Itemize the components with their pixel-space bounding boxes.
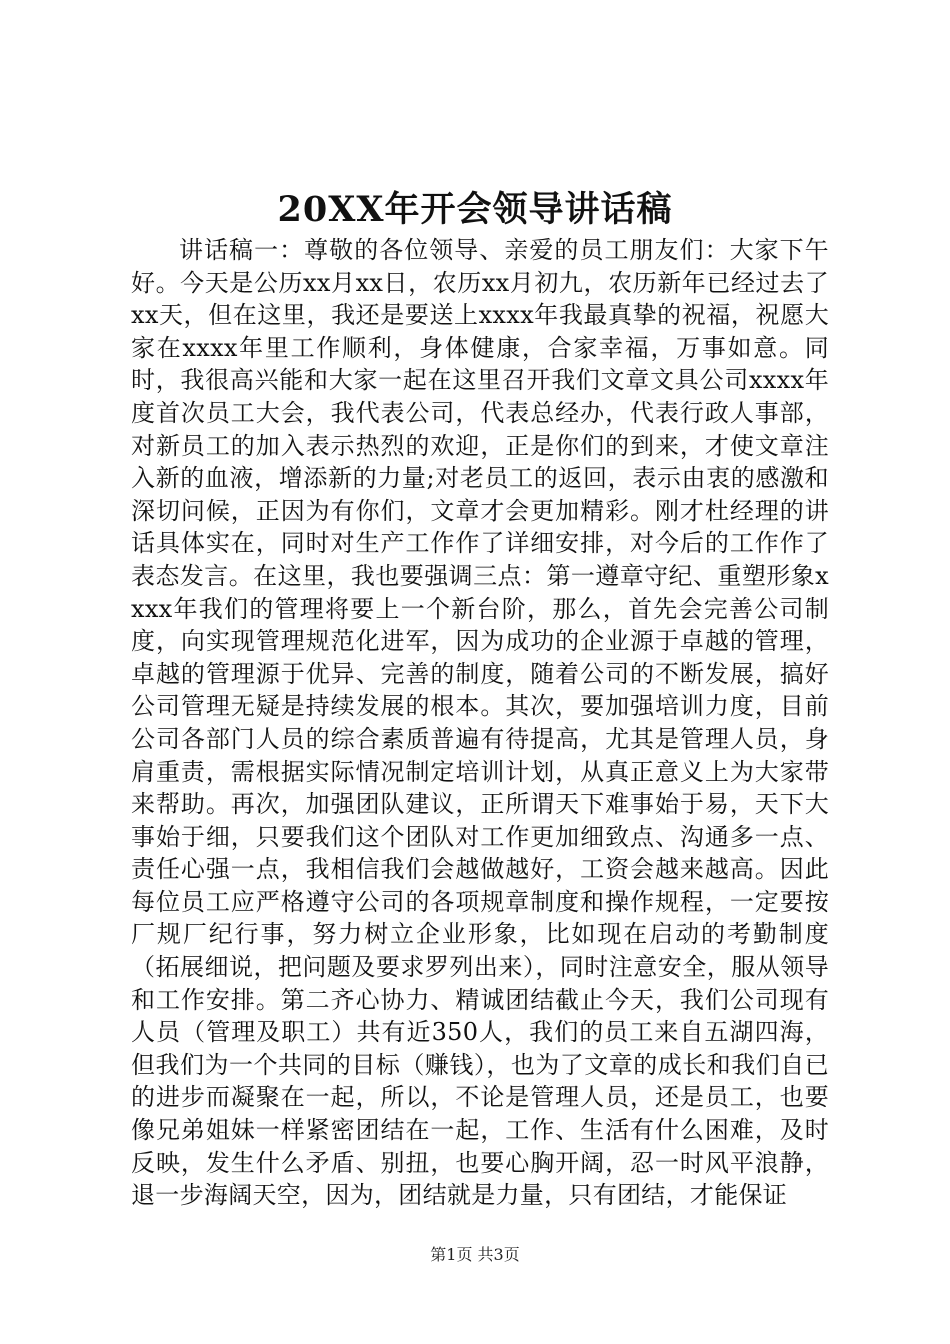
page-footer: 第1页 共3页 (430, 1245, 520, 1264)
document-title: 20XX年开会领导讲话稿 (277, 189, 673, 230)
document-body-paragraph: 讲话稿一：尊敬的各位领导、亲爱的员工朋友们：大家下午好。今天是公历xx月xx日，农历xx月初九，农历新年已经过去了xx天，但在这里，我还是要送上xxxx年我最真挚的祝福，祝愿大家在xxxx年里工作顺利，身体健康，合家幸福，万事如意。同时，我很高兴能和大家一起在这里召开我们文章文具公司xxxx年度首次员工大会，我代表公司，代表总经办，代表行政人事部，对新员工的加入表示热烈的欢迎，正是你们的到来，才使文章注入新的血液，增添新的力量;对老员工的返回，表示由衷的感激和深切问候，正因为有你们，文章才会更加精彩。刚才杜经理的讲话具体实在，同时对生产工作作了详细安排，对今后的工作作了表态发言。在这里，我也要强调三点：第一遵章守纪、重塑形象xxxx年我们的管理将要上一个新台阶，那么，首先会完善公司制度，向实现管理规范化进军，因为成功的企业源于卓越的管理，卓越的管理源于优异、完善的制度，随着公司的不断发展，搞好公司管理无疑是持续发展的根本。其次，要加强培训力度，目前公司各部门人员的综合素质普遍有待提高，尤其是管理人员，身肩重责，需根据实际情况制定培训计划，从真正意义上为大家带来帮助。再次，加强团队建议，正所谓天下难事始于易，天下大事始于细，只要我们这个团队对工作更加细致点、沟通多一点、责任心强一点，我相信我们会越做越好，工资会越来越高。因此每位员工应严格遵守公司的各项规章制度和操作规程，一定要按厂规厂纪行事，努力树立企业形象，比如现在启动的考勤制度（拓展细说，把问题及要求罗列出来），同时注意安全，服从领导和工作安排。第二齐心协力、精诚团结截止今天，我们公司现有人员（管理及职工）共有近350人，我们的员工来自五湖四海，但我们为一个共同的目标（赚钱），也为了文章的成长和我们自已的进步而凝聚在一起，所以，不论是管理人员，还是员工，也要像兄弟姐妹一样紧密团结在一起，工作、生活有什么困难，及时反映，发生什么矛盾、别扭，也要心胸开阔，忍一时风平浪静，退一步海阔天空，因为，团结就是力量，只有团结，才能保证 (131, 236, 829, 1210)
